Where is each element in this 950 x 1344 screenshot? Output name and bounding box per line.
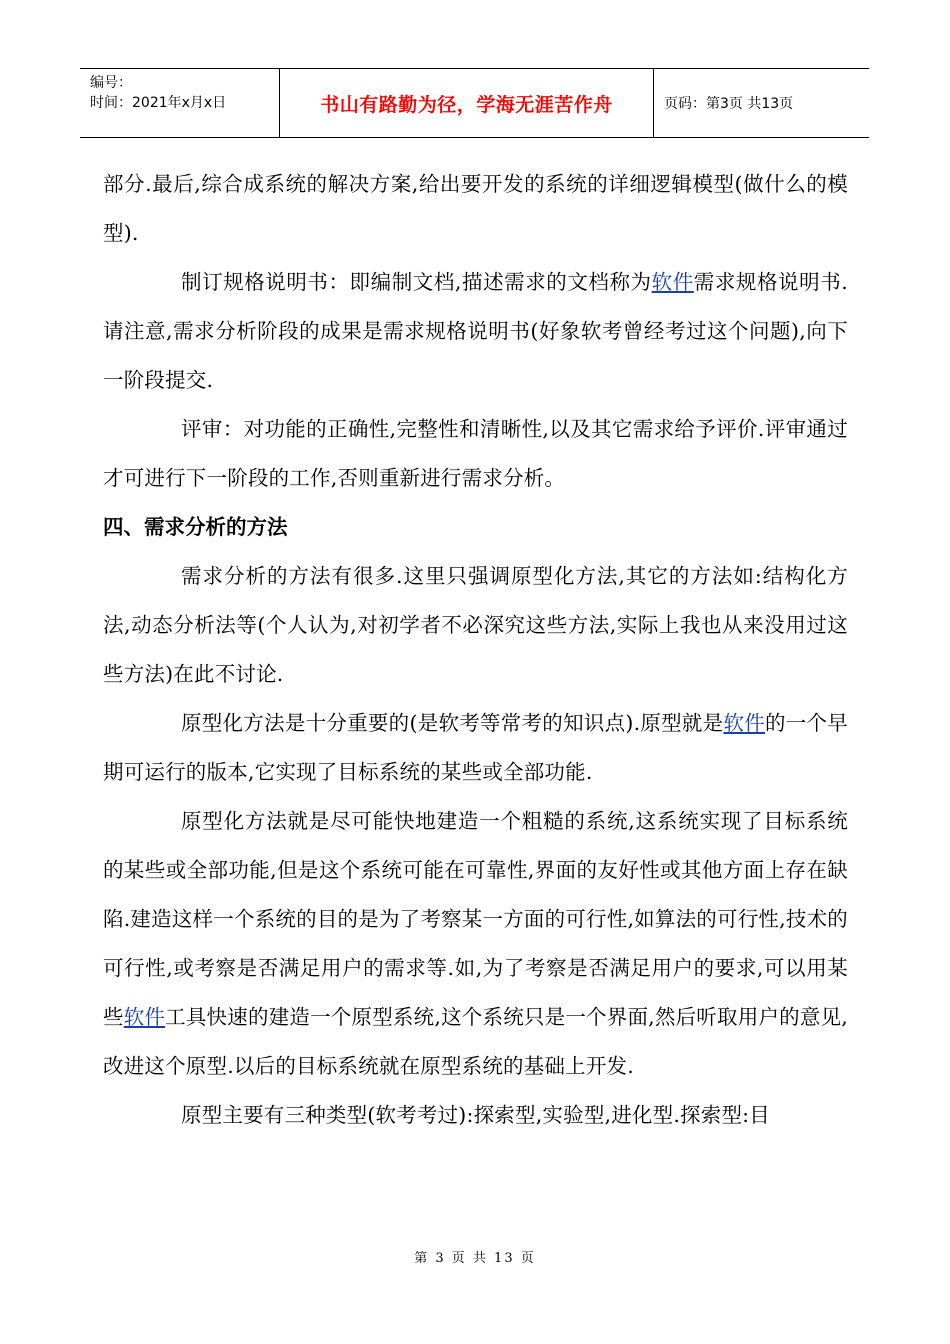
paragraph-6: 原型化方法就是尽可能快地建造一个粗糙的系统,这系统实现了目标系统的某些或全部功能,但是这个系统可能在可靠性,界面的友好性或其他方面上存在缺陷.建造这样一个系统的目的是为了考察某一方面的可行性,如算法的可行性,技术的可行性,或考察是否满足用户的需求等.如,为了考察是否满足用户的要求,可以用某些软件工具快速的建造一个原型系统,这个系统只是一个界面,然后听取用户的意见,改进这个原型.以后的目标系统就在原型系统的基础上开发. [103,809,848,1078]
software-link[interactable]: 软件 [651,270,694,294]
page-header [80,68,869,138]
paragraph-2: 制订规格说明书：即编制文档,描述需求的文档称为软件需求规格说明书.请注意,需求分析阶段的成果是需求规格说明书(好象软考曾经考过这个问题),向下一阶段提交. [103,270,848,392]
software-link[interactable]: 软件 [123,1005,166,1029]
document-body [103,160,848,1140]
paragraph-5: 原型化方法是十分重要的(是软考等常考的知识点).原型就是软件的一个早期可运行的版本,它实现了目标系统的某些或全部功能. [103,711,848,784]
page-footer: 第 3 页 共 13 页 [414,1251,536,1266]
paragraph-3: 评审：对功能的正确性,完整性和清晰性,以及其它需求给予评价.评审通过才可进行下一阶段的工作,否则重新进行需求分析。 [103,417,848,490]
header-time-label: 时间：2021年x月x日 [90,95,227,111]
header-left-cell [80,69,280,137]
paragraph-4: 需求分析的方法有很多.这里只强调原型化方法,其它的方法如:结构化方法,动态分析法等(个人认为,对初学者不必深究这些方法,实际上我也从来没用过这些方法)在此不讨论. [103,564,848,686]
header-page-info: 页码：第3页 共13页 [664,96,794,112]
header-number-label: 编号： [90,75,132,91]
software-link[interactable]: 软件 [723,711,765,735]
paragraph-7: 原型主要有三种类型(软考考过):探索型,实验型,进化型.探索型:目 [181,1103,770,1127]
header-motto: 书山有路勤为径，学海无涯苦作舟 [280,69,654,137]
paragraph-1: 部分.最后,综合成系统的解决方案,给出要开发的系统的详细逻辑模型(做什么的模型). [103,172,848,245]
section-heading: 四、需求分析的方法 [103,515,288,539]
